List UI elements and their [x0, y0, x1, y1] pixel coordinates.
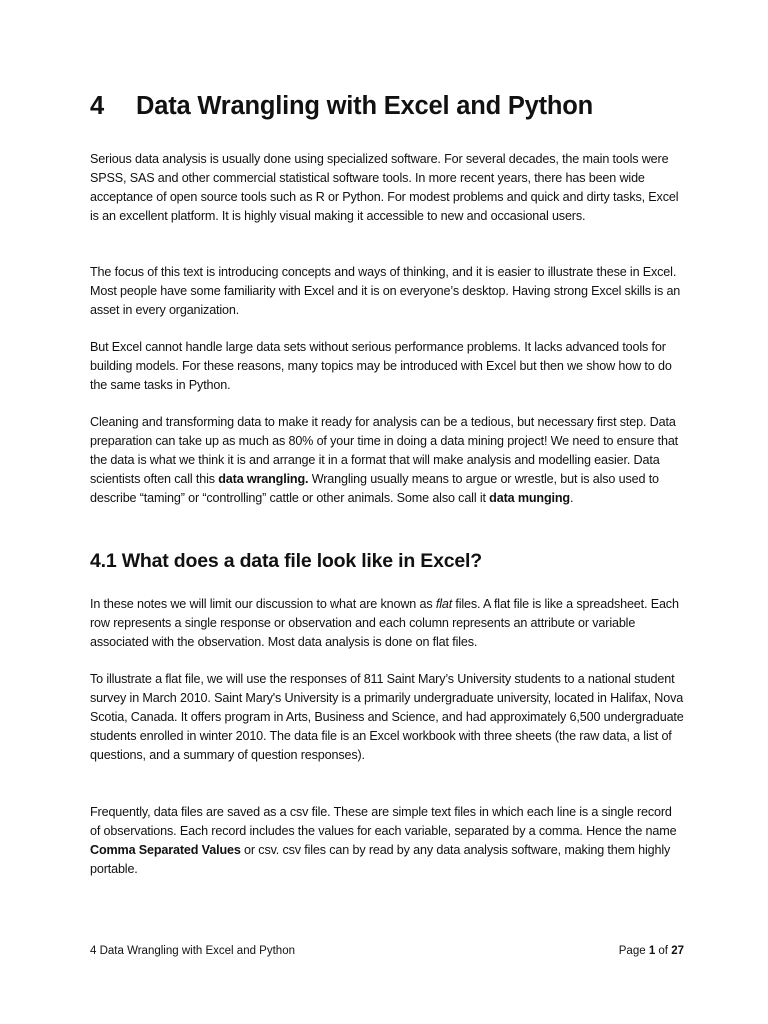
text-span: or csv. csv files can by read by any data analysis software, making them highly portable. — [90, 843, 671, 876]
text-span: files. A flat file is like a spreadsheet. Each row represents a single response or observation and each column represents an attribute or variable associated with the observation. Most data analysis is done on flat files. — [90, 597, 679, 649]
paragraph-csv — [90, 803, 684, 879]
text-span: . — [569, 491, 574, 505]
chapter-heading — [90, 92, 593, 121]
footer-page-number — [619, 943, 684, 959]
page-current: 1 — [648, 945, 656, 957]
paragraph-flat-files — [90, 595, 684, 652]
paragraph-survey-example: To illustrate a flat file, we will use the responses of 811 Saint Mary’s University students to a national student survey in March 2010. Saint Mary's University is a primarily undergraduate university, located in Halifax, Nova Scotia, Canada. It offers program in Arts, Business and Science, and had approximately 6,500 undergraduate students enrolled in winter 2010. The data file is an Excel workbook with three sheets (the raw data, a list of questions, and a summary of question responses). — [90, 672, 684, 762]
bold-term-data-munging: data munging — [489, 491, 570, 505]
paragraph-intro: Serious data analysis is usually done using specialized software. For several decades, the main tools were SPSS, SAS and other commercial statistical software tools. In more recent years, there has been wide acceptance of open source tools such as R or Python. For modest problems and quick and dirty tasks, Excel is an excellent platform. It is highly visual making it accessible to new and occasional users. — [90, 152, 679, 223]
footer-chapter-title: 4 Data Wrangling with Excel and Python — [90, 945, 295, 957]
page-prefix: Page — [618, 945, 649, 957]
text-span: Frequently, data files are saved as a csv file. These are simple text files in which each line is a single record of observations. Each record includes the values for each variable, separated by a comma. Hence the name — [90, 805, 677, 838]
bold-term-data-wrangling: data wrangling. — [218, 472, 309, 486]
text-span: Cleaning and transforming data to make it ready for analysis can be a tedious, but necessary first step. Data preparation can take up as much as 80% of your time in doing a data mining project! We need to ensure that the data is what we think it is and arrange it in a format that will make analysis and modelling easier. Data scientists often call this — [90, 415, 679, 486]
paragraph-excel-limits: But Excel cannot handle large data sets without serious performance problems. It lacks advanced tools for building models. For these reasons, many topics may be introduced with Excel but then we show how to do the same tasks in Python. — [90, 340, 672, 392]
paragraph-data-wrangling — [90, 413, 684, 508]
text-span: In these notes we will limit our discussion to what are known as — [90, 597, 436, 611]
document-page — [90, 0, 684, 1024]
page-separator: of — [655, 945, 672, 957]
page-total: 27 — [671, 945, 684, 957]
text-span: Wrangling usually means to argue or wrestle, but is also used to describe “taming” or “controlling” cattle or other animals. Some also call it — [90, 472, 659, 505]
chapter-number: 4 — [90, 92, 104, 120]
chapter-title: Data Wrangling with Excel and Python — [136, 92, 594, 120]
bold-term-csv: Comma Separated Values — [90, 843, 241, 857]
section-heading: 4.1 What does a data file look like in Excel? — [90, 550, 482, 572]
paragraph-focus: The focus of this text is introducing concepts and ways of thinking, and it is easier to illustrate these in Excel. Most people have some familiarity with Excel and it is on everyone’s desktop. Having strong Excel skills is an asset in every organization. — [90, 265, 681, 317]
italic-term-flat: flat — [435, 597, 453, 611]
